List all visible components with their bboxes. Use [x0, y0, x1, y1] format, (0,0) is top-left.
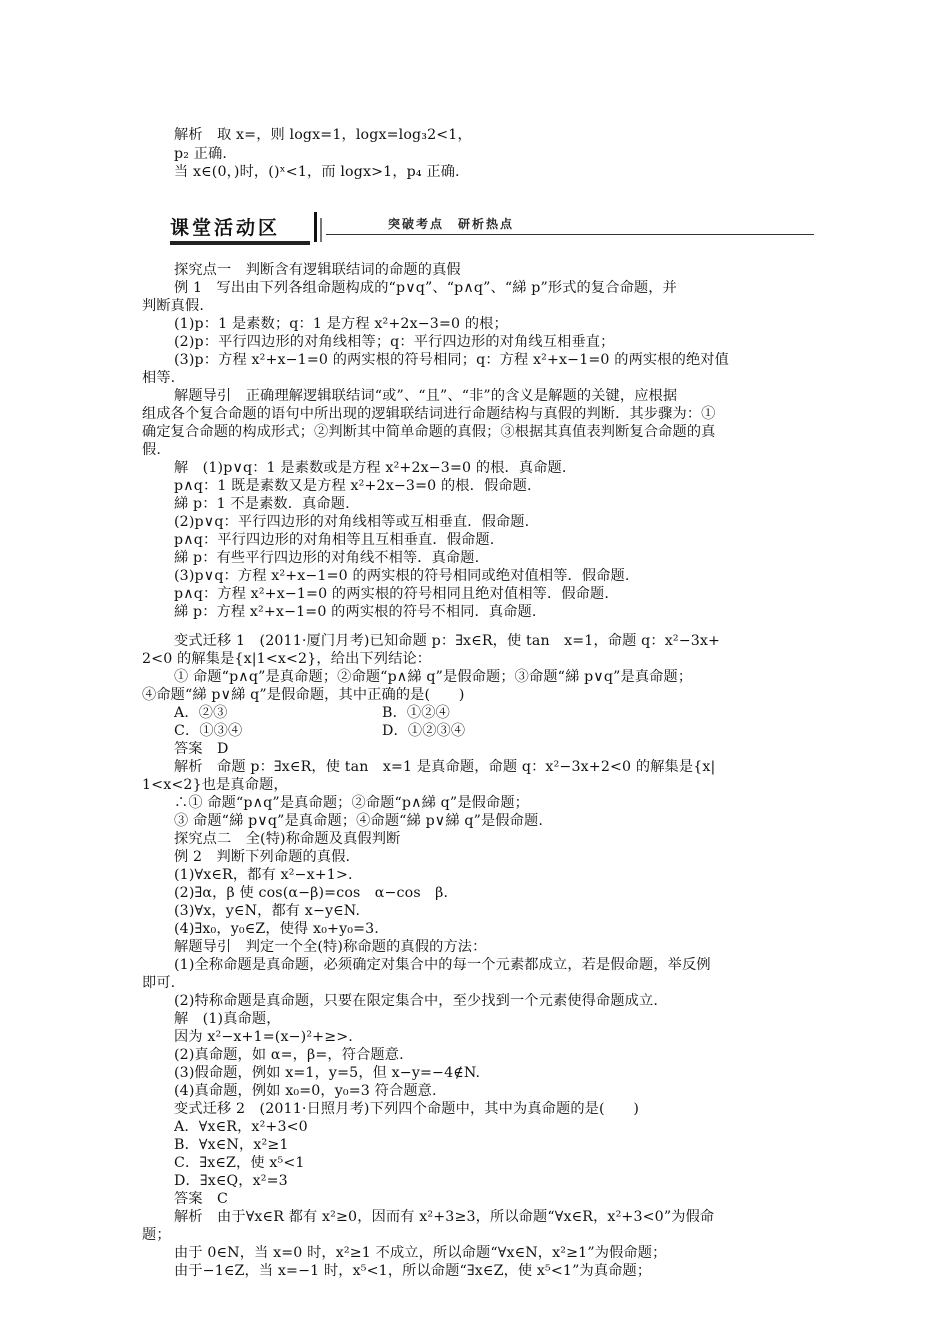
body-line: (4)真命题，例如 x₀=0，y₀=3 符合题意.: [174, 1083, 437, 1099]
option-a: A．②③: [174, 705, 228, 721]
banner-title: 课堂活动区: [170, 217, 281, 239]
body-line: (2)p：平行四边形的对角线相等；q：平行四边形的对角线互相垂直；: [174, 334, 615, 350]
body-line: 相等.: [142, 370, 176, 386]
body-line: 组成各个复合命题的语句中所出现的逻辑联结词进行命题结构与真假的判断．其步骤为：①: [142, 406, 716, 422]
body-line: (3)假命题，例如 x=1，y=5，但 x−y=−4∉N.: [174, 1065, 481, 1081]
body-line: (1)∀x∈R，都有 x²−x+1>.: [174, 867, 353, 883]
body-line: 1<x<2}也是真命题，: [142, 777, 288, 793]
option-b: B．①②④: [382, 705, 450, 721]
body-line: 由于−1∈Z，当 x=−1 时，x⁵<1，所以命题“∃x∈Z，使 x⁵<1”为真命题；: [174, 1263, 652, 1279]
banner-divider-shadow: [320, 218, 322, 242]
body-line: 2<0 的解集是{x|1<x<2}，给出下列结论：: [142, 651, 432, 667]
body-line: 变式迁移 1 (2011·厦门月考)已知命题 p：∃x∈R，使 tan x=1，命题 q：x²−3x+: [174, 633, 721, 649]
body-line: 解题导引 判定一个全(特)称命题的真假的方法：: [174, 939, 487, 955]
body-line: 题；: [142, 1227, 171, 1243]
body-line: 答案 C: [174, 1191, 229, 1207]
body-line: ③ 命题“綈 p∨q”是真命题；④命题“綈 p∨綈 q”是假命题.: [174, 813, 543, 829]
body-line: (2)∃α，β 使 cos(α−β)=cos α−cos β.: [174, 885, 449, 901]
body-line: (1)全称命题是真命题，必须确定对集合中的每一个元素都成立，若是假命题，举反例: [174, 957, 711, 973]
body-line: p∧q：平行四边形的对角相等且互相垂直．假命题.: [174, 532, 495, 548]
body-line: p∧q：方程 x²+x−1=0 的两实根的符号相同且绝对值相等．假命题.: [174, 586, 610, 602]
banner-subtitle: 突破考点 研析热点: [388, 217, 515, 231]
option-c: C．∃x∈Z，使 x⁵<1: [174, 1155, 305, 1171]
body-line: 由于 0∈N，当 x=0 时，x²≥1 不成立，所以命题“∀x∈N，x²≥1”为假命题；: [174, 1245, 667, 1261]
body-line: (2)特称命题是真命题，只要在限定集合中，至少找到一个元素使得命题成立.: [174, 993, 659, 1009]
top-line-3: 当 x∈(0，)时，()ˣ<1，而 logx>1，p₄ 正确.: [174, 164, 460, 180]
body-line: 解题导引 正确理解逻辑联结词“或”、“且”、“非”的含义是解题的关键，应根据: [174, 388, 678, 404]
body-line: (3)∀x，y∈N，都有 x−y∈N.: [174, 903, 361, 919]
body-line: 綈 p：有些平行四边形的对角线不相等．真命题.: [174, 550, 480, 566]
body-line: ∴① 命题“p∧q”是真命题；②命题“p∧綈 q”是假命题；: [174, 795, 530, 811]
body-line: 变式迁移 2 (2011·日照月考)下列四个命题中，其中为真命题的是( ): [174, 1101, 640, 1117]
body-line: (3)p∨q：方程 x²+x−1=0 的两实根的符号相同或绝对值相等．假命题.: [174, 568, 630, 584]
body-line: p∧q：1 既是素数又是方程 x²+2x−3=0 的根．假命题.: [174, 478, 532, 494]
section-banner: [142, 208, 814, 248]
banner-divider-bar: [314, 212, 317, 242]
body-line: (2)p∨q：平行四边形的对角线相等或互相垂直．假命题.: [174, 514, 530, 530]
body-line: 因为 x²−x+1=(x−)²+≥>.: [174, 1029, 353, 1045]
body-line: 判断真假.: [142, 298, 205, 314]
body-line: 解 (1)真命题，: [174, 1011, 281, 1027]
banner-rule: [326, 234, 814, 235]
option-b: B．∀x∈N，x²≥1: [174, 1137, 289, 1153]
body-line: 綈 p：方程 x²+x−1=0 的两实根的符号不相同．真命题.: [174, 604, 537, 620]
top-line-2: p₂ 正确.: [174, 146, 228, 162]
body-line: ④命题“綈 p∨綈 q”是假命题，其中正确的是( ): [142, 687, 465, 703]
banner-title-underline: [170, 241, 310, 245]
body-line: (4)∃x₀，y₀∈Z，使得 x₀+y₀=3.: [174, 921, 379, 937]
body-line: 例 2 判断下列命题的真假.: [174, 849, 351, 865]
option-d: D．①②③④: [382, 723, 466, 739]
body-line: 例 1 写出由下列各组命题构成的“p∨q”、“p∧q”、“綈 p”形式的复合命题，并: [174, 280, 677, 296]
body-line: 答案 D: [174, 741, 229, 757]
body-line: ① 命题“p∧q”是真命题；②命题“p∧綈 q”是假命题；③命题“綈 p∨q”是真命题；: [174, 669, 693, 685]
body-line: 确定复合命题的构成形式；②判断其中简单命题的真假；③根据其真值表判断复合命题的真: [142, 424, 716, 440]
option-c: C．①③④: [174, 723, 243, 739]
option-d: D．∃x∈Q，x²=3: [174, 1173, 288, 1189]
body-line: 探究点二 全(特)称命题及真假判断: [174, 831, 401, 847]
body-line: 探究点一 判断含有逻辑联结词的命题的真假: [174, 262, 461, 278]
body-line: 即可.: [142, 975, 176, 991]
body-line: (2)真命题，如 α=，β=，符合题意.: [174, 1047, 404, 1063]
body-line: 解析 命题 p：∃x∈R，使 tan x=1 是真命题，命题 q：x²−3x+2<0 的解集是{x|: [174, 759, 716, 775]
body-line: 解析 由于∀x∈R 都有 x²≥0，因而有 x²+3≥3，所以命题“∀x∈R，x²+3<0”为假命: [174, 1209, 715, 1225]
body-line: 解 (1)p∨q：1 是素数或是方程 x²+2x−3=0 的根．真命题.: [174, 460, 567, 476]
body-line: (3)p：方程 x²+x−1=0 的两实根的符号相同；q：方程 x²+x−1=0 的两实根的绝对值: [174, 352, 729, 368]
option-a: A．∀x∈R，x²+3<0: [174, 1119, 308, 1135]
top-line-1: 解析 取 x=，则 logx=1，logx=log₃2<1，: [174, 127, 472, 143]
body-line: 假.: [142, 442, 161, 458]
body-line: (1)p：1 是素数；q：1 是方程 x²+2x−3=0 的根；: [174, 316, 508, 332]
body-line: 綈 p：1 不是素数．真命题.: [174, 496, 350, 512]
